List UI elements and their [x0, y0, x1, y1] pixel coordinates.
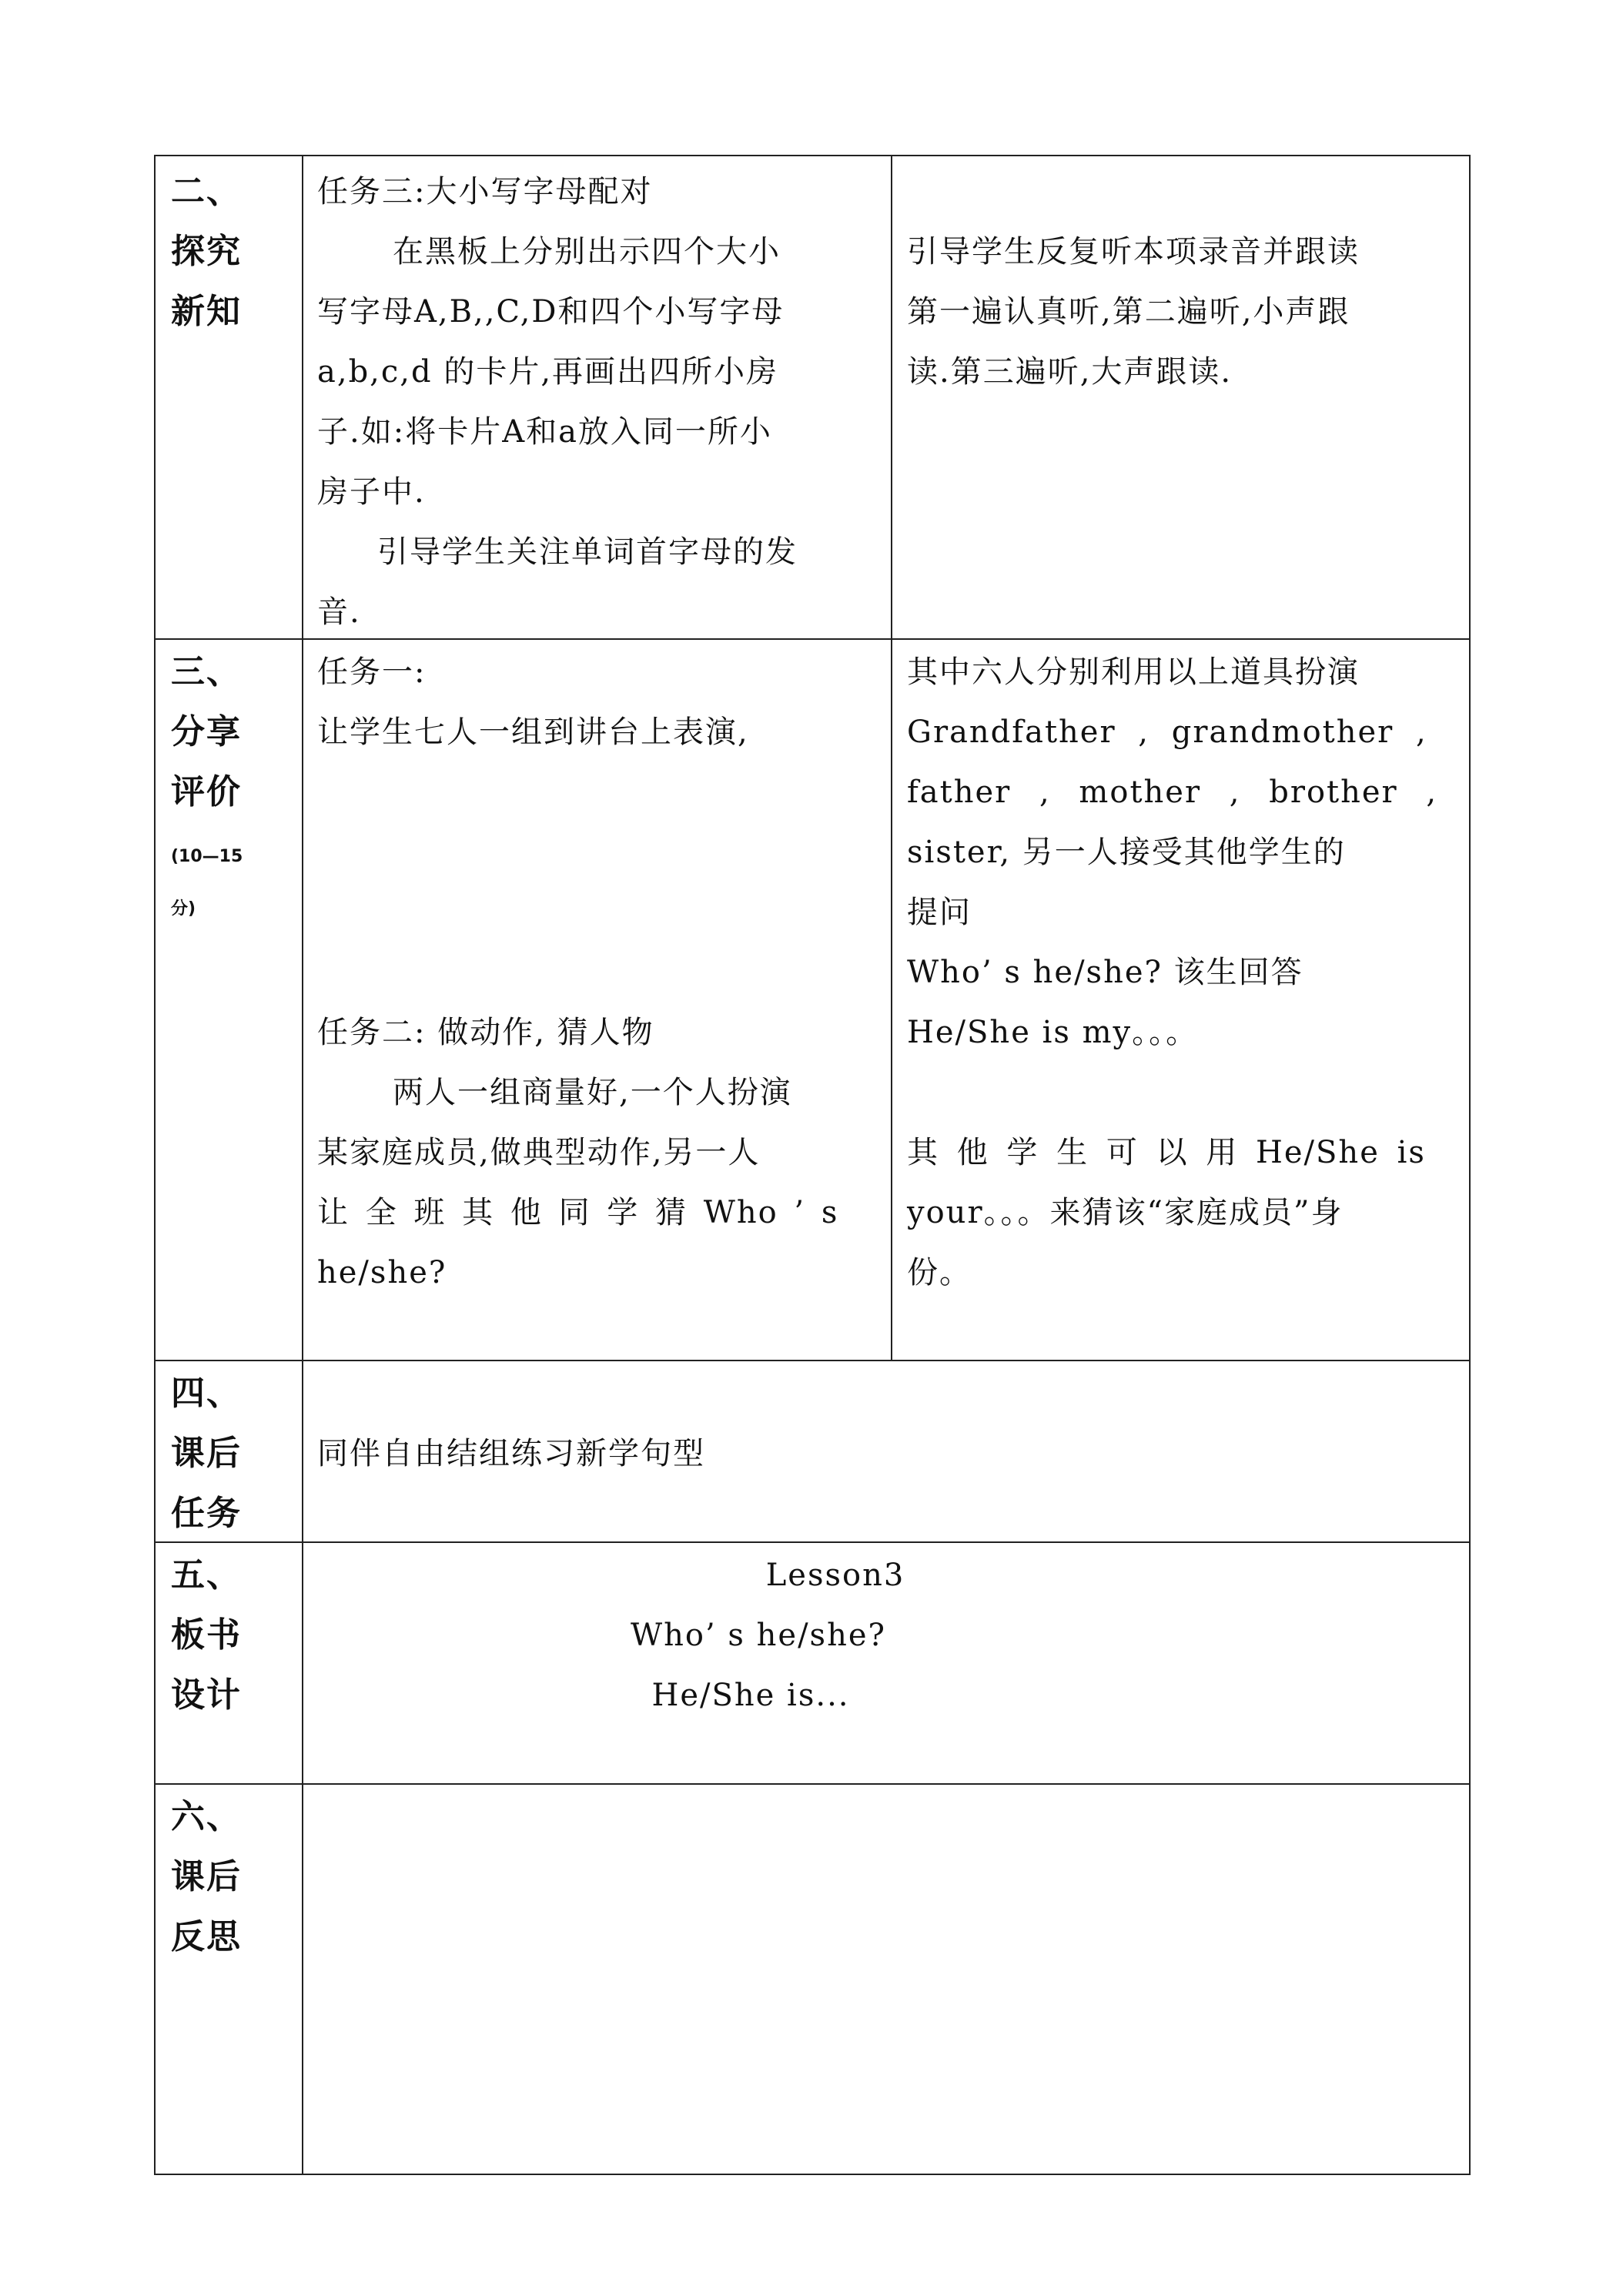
table-border-right	[1469, 155, 1471, 2175]
row4-label: 五、 板书 设计	[171, 1555, 242, 1715]
row2-right-line: He/She is my。。。	[907, 1015, 1199, 1050]
table-border-left	[154, 155, 156, 2175]
table-border-top	[154, 155, 1471, 156]
row2-right-line: 份。	[907, 1255, 972, 1290]
row-divider	[154, 1360, 1471, 1361]
row2-task2-line: 让 全 班 其 他 同 学 猜 Who ’ s	[317, 1195, 839, 1230]
row5-label: 六、 课后 反思	[171, 1797, 242, 1956]
row2-right-line: 其中六人分别利用以上道具扮演	[907, 654, 1360, 690]
row1-right-line: 第一遍认真听,第二遍听,小声跟	[907, 294, 1350, 330]
column-divider	[302, 155, 303, 2175]
table-border-bottom	[154, 2174, 1471, 2175]
row2-task2-line: 两人一组商量好,一个人扮演	[393, 1075, 792, 1110]
board-line: Who’ s he/she?	[631, 1618, 886, 1653]
row2-right-line: Grandfather , grandmother ,	[907, 715, 1427, 750]
row2-right-line: Who’ s he/she? 该生回答	[907, 955, 1303, 990]
row1-left-line: 子.如:将卡片A和a放入同一所小	[317, 414, 772, 450]
row2-task1-title: 任务一:	[317, 654, 427, 690]
row2-label: 三、 分享 评价	[171, 652, 242, 812]
row1-left-line: 房子中.	[317, 474, 426, 510]
row2-right-line: father , mother , brother ,	[907, 775, 1438, 810]
row1-label: 二、 探究 新知	[171, 172, 242, 331]
row1-left-line: a,b,c,d 的卡片,再画出四所小房	[317, 354, 779, 390]
column-divider	[891, 155, 892, 1361]
board-title: Lesson3	[765, 1558, 905, 1593]
row2-right-line: 其 他 学 生 可 以 用 He/She is	[907, 1135, 1426, 1170]
row1-left-line: 在黑板上分别出示四个大小	[393, 234, 781, 269]
row2-right-line: your。。。来猜该“家庭成员”身	[907, 1195, 1344, 1230]
row1-left-line: 写字母A,B,,C,D和四个小写字母	[317, 294, 785, 330]
row1-task-title: 任务三:大小写字母配对	[317, 174, 653, 209]
row-divider	[154, 1783, 1471, 1785]
row2-task2-title: 任务二: 做动作, 猜人物	[317, 1015, 654, 1050]
row2-right-line: 提问	[907, 895, 972, 930]
row1-right-line: 引导学生反复听本项录音并跟读	[907, 234, 1360, 269]
row2-task2-line: he/she?	[317, 1255, 447, 1290]
row2-task1-line: 让学生七人一组到讲台上表演,	[317, 715, 749, 750]
row2-right-line: sister, 另一人接受其他学生的	[907, 835, 1346, 870]
row3-content: 同伴自由结组练习新学句型	[317, 1436, 705, 1471]
row-divider	[154, 1541, 1471, 1543]
row2-task2-line: 某家庭成员,做典型动作,另一人	[317, 1135, 761, 1170]
row3-label: 四、 课后 任务	[171, 1374, 242, 1533]
row1-right-line: 读.第三遍听,大声跟读.	[907, 354, 1233, 390]
row1-left-line: 音.	[317, 594, 361, 630]
board-line: He/She is...	[651, 1678, 850, 1713]
row2-label-note: (10—15 分)	[171, 847, 243, 919]
row1-left-line: 引导学生关注单词首字母的发	[377, 534, 798, 570]
